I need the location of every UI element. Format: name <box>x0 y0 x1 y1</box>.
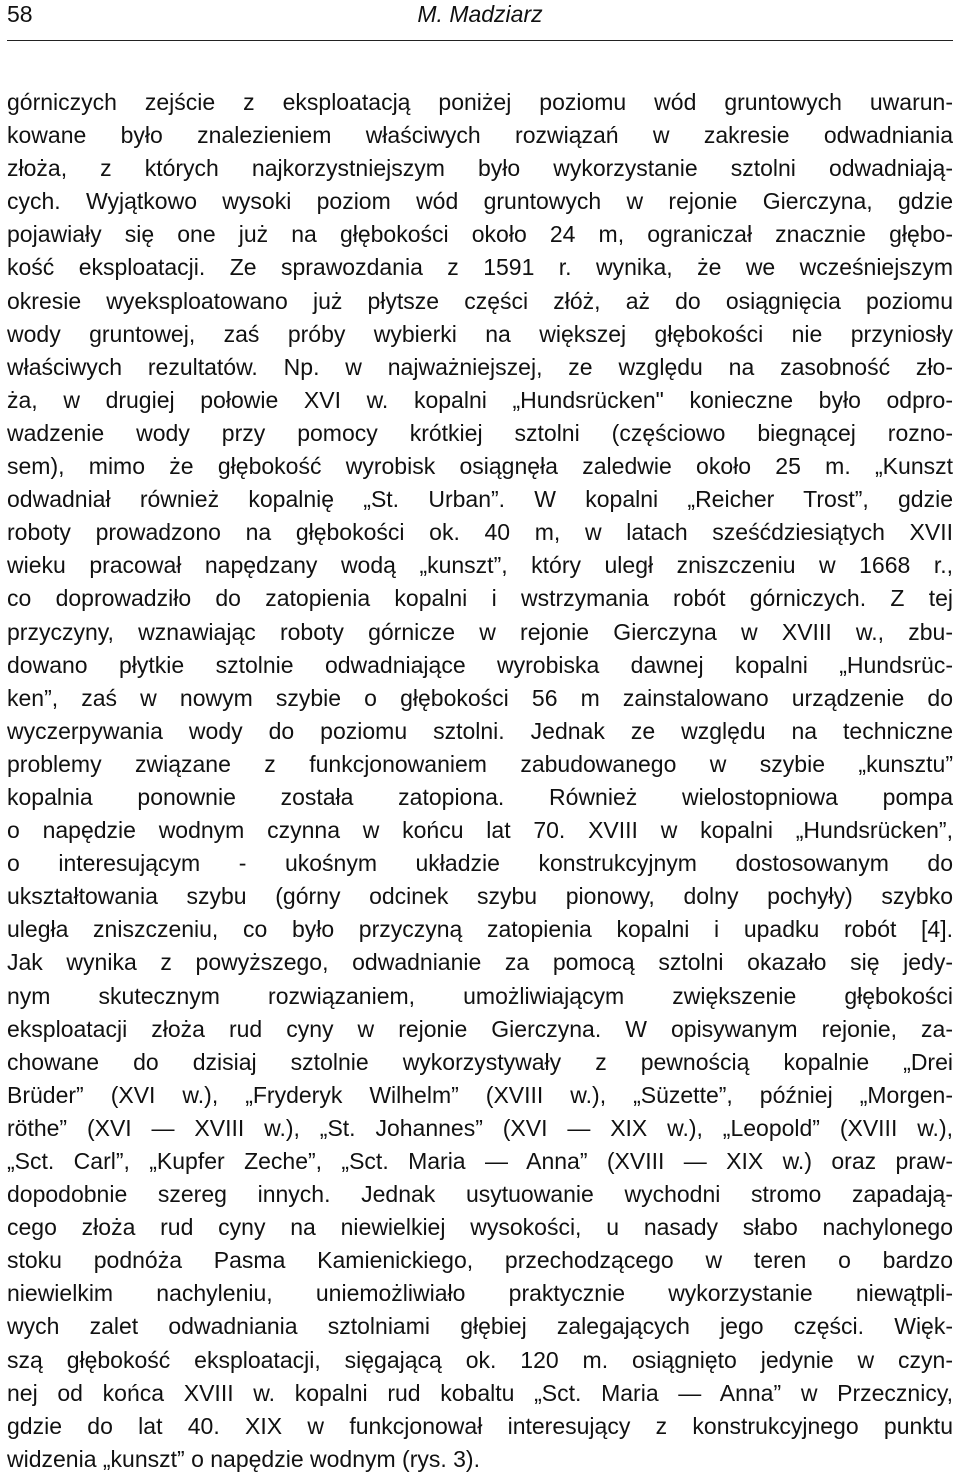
text-line: wych zalet odwadniania sztolniami głębiej zalegających jego części. Więk- <box>7 1313 953 1340</box>
text-line: o napędzie wodnym czynna w końcu lat 70. XVIII w kopalni „Hundsrücken”, <box>7 817 953 844</box>
text-line: kowane było znalezieniem właściwych rozwiązań w zakresie odwadniania <box>7 122 953 149</box>
text-line: eksploatacji złoża rud cyny w rejonie Gierczyna. W opisywanym rejonie, za- <box>7 1015 953 1042</box>
text-line: ken”, zaś w nowym szybie o głębokości 56 m zainstalowano urządzenie do <box>7 684 953 711</box>
text-line: problemy związane z funkcjonowaniem zabudowanego w szybie „kunsztu” <box>7 750 953 777</box>
text-line: ukształtowania szybu (górny odcinek szybu pionowy, dolny pochyły) szybko <box>7 883 953 910</box>
text-line: cych. Wyjątkowo wysoki poziom wód gruntowych w rejonie Gierczyna, gdzie <box>7 188 953 215</box>
text-line: co doprowadziło do zatopienia kopalni i wstrzymania robót górniczych. Z tej <box>7 585 953 612</box>
page-number: 58 <box>7 1 33 27</box>
text-line: Jak wynika z powyższego, odwadnianie za pomocą sztolni okazało się jedy- <box>7 949 953 976</box>
text-line: sem), mimo że głębokość wyrobisk osiągnęła zaledwie około 25 m. „Kunszt <box>7 453 953 480</box>
body-paragraph <box>7 86 953 1476</box>
text-line: widzenia „kunszt” o napędzie wodnym (rys. 3). <box>7 1445 480 1472</box>
text-line: o interesującym - ukośnym układzie konstrukcyjnym dostosowanym do <box>7 850 953 877</box>
text-line: właściwych rezultatów. Np. w najważniejszej, ze względu na zasobność zło- <box>7 353 953 380</box>
text-line: cego złoża rud cyny na niewielkiej wysokości, u nasady słabo nachylonego <box>7 1214 953 1241</box>
running-header <box>7 0 953 41</box>
text-line: górniczych zejście z eksploatacją poniżej poziomu wód gruntowych uwarun- <box>7 89 953 115</box>
text-line: stoku podnóża Pasma Kamienickiego, przechodzącego w teren o bardzo <box>7 1247 953 1274</box>
text-line: nej od końca XVIII w. kopalni rud kobaltu „Sct. Maria — Anna” w Przecznicy, <box>7 1379 953 1406</box>
text-line: pojawiały się one już na głębokości około 24 m, ograniczał znacznie głębo- <box>7 221 953 248</box>
text-line: „Sct. Carl”, „Kupfer Zeche”, „Sct. Maria — Anna” (XVIII — XIX w.) oraz praw- <box>7 1148 953 1174</box>
text-line: gdzie do lat 40. XIX w funkcjonował interesujący z konstrukcyjnego punktu <box>7 1412 953 1439</box>
text-line: roboty prowadzono na głębokości ok. 40 m, w latach sześćdziesiątych XVII <box>7 519 953 546</box>
text-line: dowano płytkie sztolnie odwadniające wyrobiska dawnej kopalni „Hundsrüc- <box>7 651 953 678</box>
text-line: szą głębokość eksploatacji, sięgającą ok. 120 m. osiągnięto jedynie w czyn- <box>7 1346 953 1373</box>
text-line: nym skutecznym rozwiązaniem, umożliwiającym zwiększenie głębokości <box>7 982 953 1009</box>
text-line: wody gruntowej, zaś próby wybierki na większej głębokości nie przyniosły <box>7 320 953 347</box>
text-line: dopodobnie szereg innych. Jednak usytuowanie wychodni stromo zapadają- <box>7 1181 953 1208</box>
text-line: wadzenie wody przy pomocy krótkiej sztolni (częściowo biegnącej rozno- <box>7 419 953 446</box>
text-line: chowane do dzisiaj sztolnie wykorzystywały z pewnością kopalnie „Drei <box>7 1048 953 1075</box>
text-line: ża, w drugiej połowie XVI w. kopalni „Hundsrücken" konieczne było odpro- <box>7 386 953 413</box>
text-line: złoża, z których najkorzystniejszym było wykorzystanie sztolni odwadniają- <box>7 155 953 182</box>
text-line: kość eksploatacji. Ze sprawozdania z 1591 r. wynika, że we wcześniejszym <box>7 254 953 281</box>
text-line: okresie wyeksploatowano już płytsze części złóż, aż do osiągnięcia poziomu <box>7 287 953 314</box>
text-line: przyczyny, wznawiając roboty górnicze w rejonie Gierczyna w XVIII w., zbu- <box>7 618 953 645</box>
text-line: kopalnia ponownie została zatopiona. Również wielostopniowa pompa <box>7 783 953 810</box>
text-line: Brüder” (XVI w.), „Fryderyk Wilhelm” (XVIII w.), „Süzette”, później „Morgen- <box>7 1081 953 1108</box>
text-line: wieku pracował napędzany wodą „kunszt”, który uległ zniszczeniu w 1668 r., <box>7 552 953 579</box>
text-line: niewielkim nachyleniu, uniemożliwiało praktycznie wykorzystanie niewątpli- <box>7 1280 953 1307</box>
text-line: odwadniał również kopalnię „St. Urban”. W kopalni „Reicher Trost”, gdzie <box>7 486 953 513</box>
running-title-author: M. Madziarz <box>417 1 543 27</box>
text-line: uległa zniszczeniu, co było przyczyną zatopienia kopalni i upadku robót [4]. <box>7 916 953 943</box>
text-line: röthe” (XVI — XVIII w.), „St. Johannes” (XVI — XIX w.), „Leopold” (XVIII w.), <box>7 1114 953 1141</box>
text-line: wyczerpywania wody do poziomu sztolni. Jednak ze względu na techniczne <box>7 717 953 744</box>
